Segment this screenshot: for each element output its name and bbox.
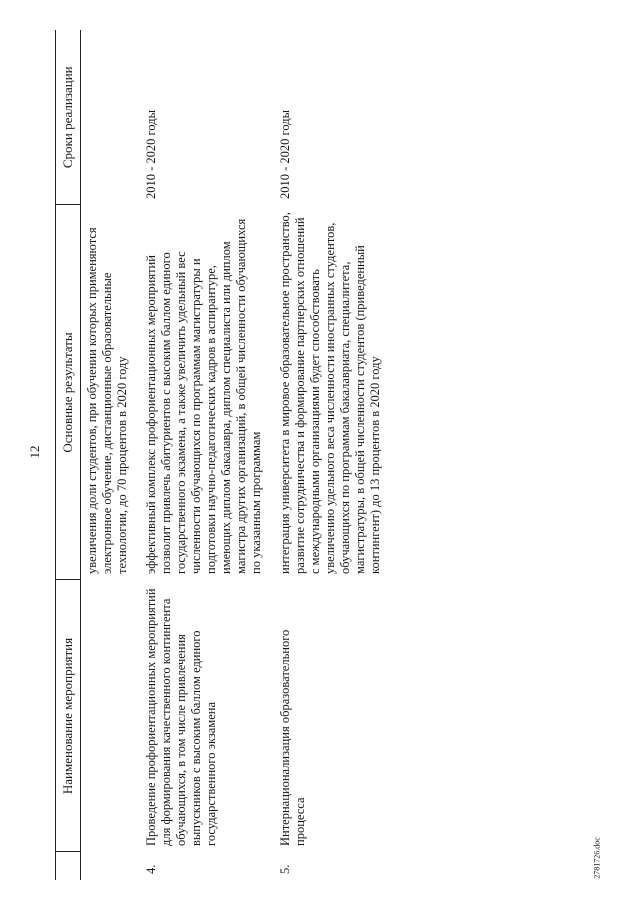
activities-table: [55, 30, 393, 880]
activity-name: Интернационализация образовательного процесса: [277, 629, 307, 846]
row-number: [80, 852, 140, 880]
main-result: эффективный комплекс профориентационных мероприятий позволит привлечь абитуриентов с высоким баллом единого государственного экзамена, а также увеличить удельный вес численности обучающихся по программам магистратуры и подготовки научно-педагогических кадров в аспирантуре, имеющих диплом бакалавра, диплом специалиста или диплом магистра других организаций, в общей численности обучающихся по указанным программам: [143, 218, 263, 574]
main-result: увеличения доли студентов, при обучении которых применяются электронное обучение, дистанционные образовательные технологии, до 70 процентов в 2020 году: [84, 227, 129, 574]
table-row: [80, 30, 140, 880]
header-implementation-period: Сроки реализации: [56, 30, 81, 205]
table-row: [274, 30, 393, 880]
table-row: [140, 30, 274, 880]
implementation-period: 2010 - 2020 годы: [277, 109, 292, 199]
page-number: 12: [27, 445, 42, 459]
header-number: [56, 852, 81, 880]
main-result: интеграция университета в мировое образовательное пространство, развитие сотрудничества и формирование партнерских отношений с международными организациями будет способствовать увеличению удельного веса численности иностранных студентов, обучающихся по программам бакалавриата, специалитета, магистратуры, в общей численности студентов (приведенный контингент) до 13 процентов в 2020 году: [277, 212, 382, 574]
header-activity-name: Наименование мероприятия: [56, 580, 81, 852]
table-header-row: [56, 30, 81, 880]
rotated-table-wrapper: [55, 30, 585, 880]
activity-name: [80, 580, 140, 852]
implementation-period: [80, 30, 140, 205]
document-code: 2781726.doc: [592, 837, 602, 879]
header-main-results: Основные результаты: [56, 205, 81, 580]
row-number: 4.: [143, 864, 158, 874]
activity-name: Проведение профориентационных мероприятий для формирования качественного контингента обучающихся, в том числе привлечения выпускников с высоким баллом единого государственного экзамена: [143, 588, 218, 846]
implementation-period: 2010 - 2020 годы: [143, 109, 158, 199]
row-number: 5.: [277, 864, 292, 874]
